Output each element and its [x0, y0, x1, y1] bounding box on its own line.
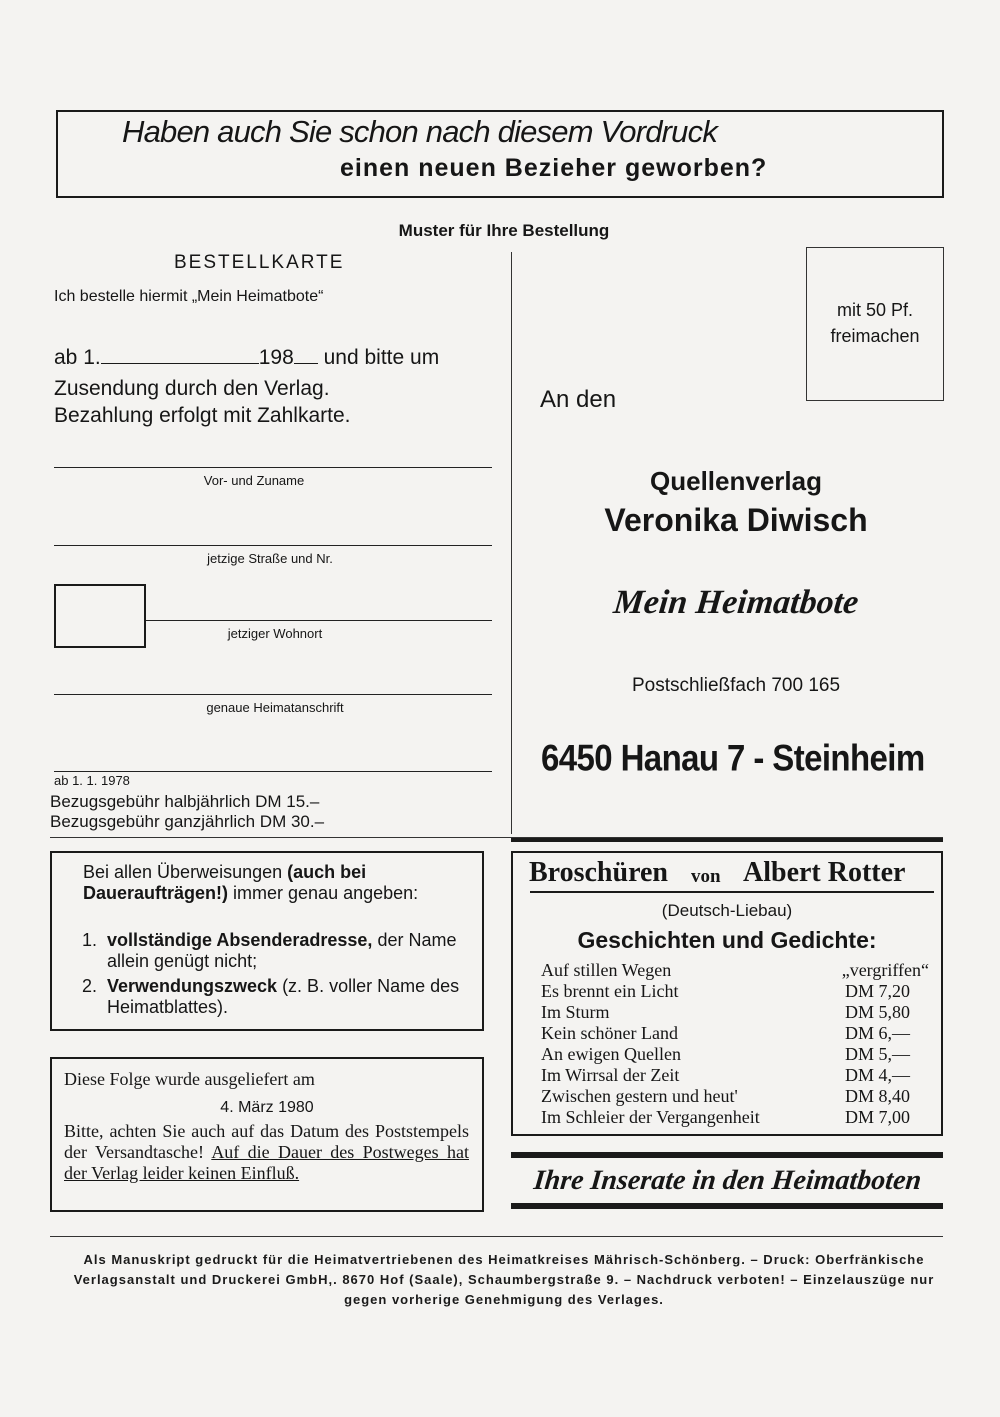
- delivery-note-plain: Bitte, achten Sie auch auf das Datum des Poststempels der Versandtasche!: [64, 1121, 469, 1162]
- brochure-row: [541, 960, 929, 981]
- brochure-title: Im Sturm: [541, 1002, 610, 1022]
- transfer-list: [82, 930, 477, 1022]
- brochures-title-von: von: [691, 866, 721, 887]
- publisher-owner: Veronika Diwisch: [604, 502, 868, 538]
- transfer-item-number: 2.: [82, 976, 98, 996]
- brochure-row: [541, 1107, 929, 1128]
- start-date-prefix: ab 1.: [54, 346, 101, 369]
- brochures-title-rule: [530, 891, 934, 893]
- transfer-item: [82, 976, 477, 1018]
- price-half-year: Bezugsgebühr halbjährlich DM 15.–: [50, 792, 320, 811]
- name-field-line[interactable]: [54, 467, 492, 468]
- recipient-prefix: An den: [540, 386, 617, 413]
- brochure-price: DM 8,40: [845, 1086, 911, 1106]
- home-address-field-line[interactable]: [54, 694, 492, 695]
- brochure-price: DM 7,00: [845, 1107, 911, 1127]
- start-date-line: [54, 345, 439, 370]
- brochure-title: Es brennt ein Licht: [541, 981, 679, 1001]
- brochures-title: Broschüren: [529, 857, 668, 888]
- brochure-price: DM 6,—: [845, 1023, 911, 1043]
- publisher-name: Quellenverlag: [650, 466, 822, 496]
- header-headline: Haben auch Sie schon nach diesem Vordruck: [122, 114, 718, 149]
- imprint-footer: Als Manuskript gedruckt für die Heimatvertriebenen des Heimatkreises Mährisch-Schönberg. – Druck: Oberfränkische Verlagsanstalt und Druckerei GmbH,. 8670 Hof (Saale), Schaumbergstraße 9. – Nachdruck verboten! – Einzelauszüge nur gegen vorherige Genehmigung des Verlages.: [73, 1252, 935, 1307]
- transfer-item: [82, 930, 477, 972]
- residence-field-line[interactable]: [146, 620, 492, 621]
- start-date-blank[interactable]: [101, 345, 259, 364]
- home-address-field-label: genaue Heimatanschrift: [206, 700, 344, 715]
- brochure-title: An ewigen Quellen: [541, 1044, 681, 1064]
- stamp-line-2: freimachen: [830, 326, 920, 346]
- brochure-price: DM 7,20: [845, 981, 911, 1001]
- publication-title: Mein Heimatbote: [611, 584, 861, 621]
- brochure-title: Im Wirrsal der Zeit: [541, 1065, 680, 1085]
- start-date-suffix: und bitte um: [323, 346, 440, 369]
- brochures-subtitle: Geschichten und Gedichte:: [577, 927, 877, 953]
- transfer-intro: [83, 862, 473, 904]
- brochures-author: Albert Rotter: [743, 857, 906, 888]
- delivery-text: [54, 375, 350, 429]
- transfer-item-bold: vollständige Absenderadresse,: [107, 930, 373, 950]
- brochure-title: Zwischen gestern und heut': [541, 1086, 738, 1106]
- author-origin: (Deutsch-Liebau): [661, 901, 793, 920]
- brochure-row: [541, 981, 929, 1002]
- delivery-line-1: Zusendung durch den Verlag.: [54, 377, 330, 400]
- residence-field-label: jetziger Wohnort: [227, 626, 323, 641]
- transfer-item-text: der Name allein genügt nicht;: [107, 930, 457, 971]
- brochure-row: [541, 1044, 929, 1065]
- brochure-title: Im Schleier der Vergangenheit: [541, 1107, 760, 1127]
- brochure-row: [541, 1023, 929, 1044]
- order-card-title: BESTELLKARTE: [174, 252, 345, 273]
- ad-banner: Ihre Inserate in den Heimatboten: [532, 1165, 923, 1196]
- delivery-line-2: Bezahlung erfolgt mit Zahlkarte.: [54, 404, 351, 427]
- extra-field-line[interactable]: [54, 771, 492, 772]
- street-field-line[interactable]: [54, 545, 492, 546]
- name-field-label: Vor- und Zuname: [203, 473, 305, 488]
- card-divider: [511, 252, 512, 834]
- delivery-notice-line: Diese Folge wurde ausgeliefert am: [64, 1069, 315, 1089]
- city-address: 6450 Hanau 7 - Steinheim: [541, 737, 925, 779]
- card-bottom-rule-thick: [511, 838, 943, 842]
- po-box: Postschließfach 700 165: [631, 675, 841, 696]
- ad-banner-rule-bottom: [511, 1203, 943, 1209]
- brochure-row: [541, 1065, 929, 1086]
- delivery-notice-text: [64, 1121, 469, 1184]
- brochure-list: [541, 960, 929, 1128]
- delivery-date: 4. März 1980: [220, 1099, 314, 1116]
- brochure-price: „vergriffen“: [841, 960, 929, 980]
- start-year-blank[interactable]: [294, 345, 318, 364]
- transfer-intro-a: Bei allen Überweisungen: [83, 862, 288, 882]
- delivery-note-underlined: Auf die Dauer des Postweges hat der Verlag leider keinen Einfluß.: [64, 1142, 469, 1183]
- brochure-title: Kein schöner Land: [541, 1023, 678, 1043]
- brochure-row: [541, 1086, 929, 1107]
- brochure-price: DM 5,—: [845, 1044, 911, 1064]
- transfer-intro-c: immer genau angeben:: [228, 883, 419, 903]
- ad-banner-rule-top: [511, 1152, 943, 1158]
- brochure-price: DM 5,80: [845, 1002, 911, 1022]
- price-valid-from: ab 1. 1. 1978: [54, 773, 130, 788]
- footer-rule: [50, 1236, 943, 1237]
- transfer-item-bold: Verwendungszweck: [107, 976, 278, 996]
- brochure-title: Auf stillen Wegen: [541, 960, 672, 980]
- brochure-row: [541, 1002, 929, 1023]
- sample-order-title: Muster für Ihre Bestellung: [398, 221, 610, 240]
- price-full-year: Bezugsgebühr ganzjährlich DM 30.–: [50, 812, 325, 831]
- transfer-item-number: 1.: [82, 930, 98, 950]
- header-subheadline: einen neuen Bezieher geworben?: [340, 154, 768, 182]
- transfer-item-text: (z. B. voller Name des Heimatblattes).: [107, 976, 460, 1017]
- start-year-prefix: 198: [258, 346, 294, 369]
- transfer-intro-b: (auch bei Daueraufträgen!): [83, 862, 367, 903]
- order-statement: Ich bestelle hiermit „Mein Heimatbote“: [54, 288, 324, 305]
- street-field-label: jetzige Straße und Nr.: [207, 551, 333, 566]
- brochure-price: DM 4,—: [845, 1065, 911, 1085]
- stamp-text: [806, 297, 944, 349]
- stamp-line-1: mit 50 Pf.: [836, 300, 914, 320]
